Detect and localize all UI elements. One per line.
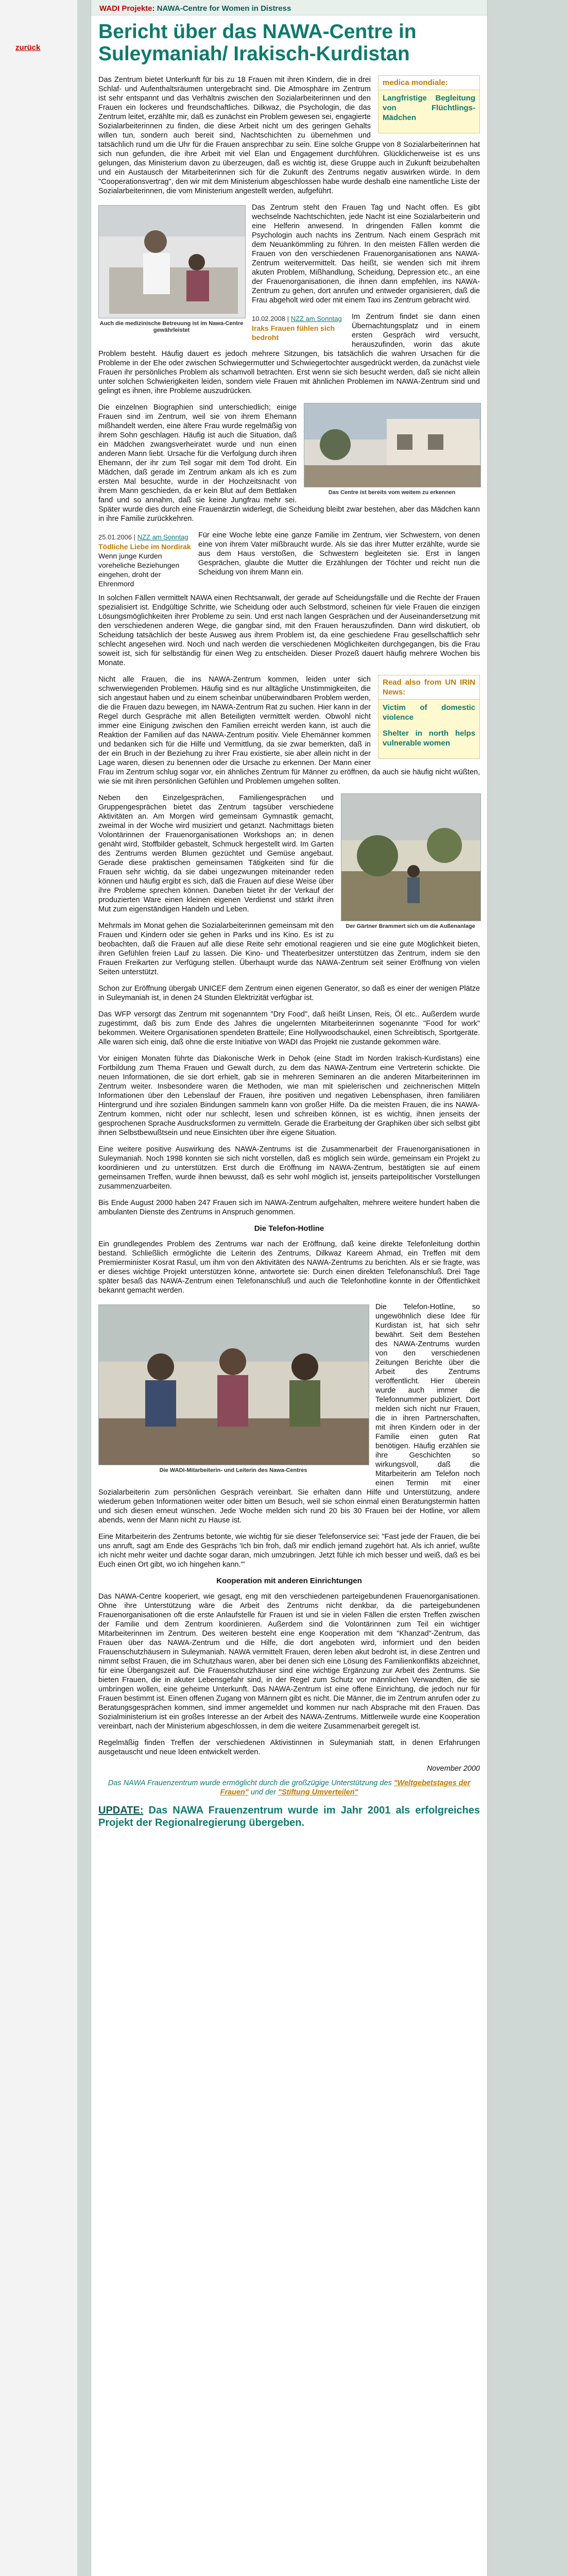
paragraph-13: Eine weitere positive Auswirkung des NAWA-Zentrums ist die Zusammenarbeit der Frauenorganisationen in Suleymaniah. Noch 1998 konnten sie sich nicht vorstellen, daß es möglich sein würde, gemeinsam ein Projekt zu koordinieren und zu unterstützen. Erst durch die Eröffnung im NAWA-Zentrum, bestätigten sie auf einem gemeinsamen Treffen, wurde ihnen bewusst, daß es sehr wohl möglich ist, jenseits parteipolitischer Vorstellungen zusammenzuarbeiten. [98, 1145, 480, 1191]
photo-4-figure [98, 1304, 368, 1474]
paragraph-16: Die Telefon-Hotline, so ungewöhnlich diese Idee für Kurdistan ist, hat sich sehr bewährt. Seit dem Bestehen des NAWA-Zentrums wurden von den verschiedenen Zeitungen Berichte über die Arbeit des Zentrums veröffentlicht. Hier überein wurde auch immer die Telefonnummer publiziert. Dort melden sich nicht nur Frauen, die in ihren Partnerschaften, mit ihren Kindern oder in der Familie einen guten Rat benötigen. Häufig erzählen sie ihre Geschichten so wirkungsvoll, daß die Mitarbeiterin am Telefon noch einen Termin mit einer Sozialarbeiterin zum persönlichen Gespräch vereinbart. Sie erhalten dann Hilfe und Unterstützung, andere wiederum geben Informationen weiter oder bitten um Besuch, weil sie schon einmal einen Beratungstermin hatten und sich diesen erneut wünschen. Jede Woche melden sich rund 20 bis 30 Frauen bei der Hotline, vor allem abends, wenn der Mann nicht zu Hause ist. [98, 1303, 480, 1524]
support-mid: und der [250, 1788, 276, 1797]
photo-2-figure [304, 403, 480, 496]
support-note [98, 1778, 480, 1797]
quote-1-date: 10.02.2008 | [252, 315, 289, 323]
paragraph-17: Eine Mitarbeiterin des Zentrums betonte, wie wichtig für sie dieser Telefonservice sei: "Fast jede der Frauen, die bei uns anruft, sagt am Ende des Gesprächs 'Ich bin froh, daß mir endlich jemand zugehört hat. Als ich anrief, wußte ich nicht mehr weiter und dachte sogar daran, mich umzubringen. Jetzt fühle ich mich besser und weiß, daß es bei Euch einen Ort gibt, wo ich hingehen kann.'" [98, 1533, 480, 1569]
header-bar [91, 0, 487, 15]
photo-4-caption: Die WADI-Mitarbeiterin- und Leiterin des Nawa-Centres [159, 1467, 307, 1473]
paragraph-14: Bis Ende August 2000 haben 247 Frauen sich im NAWA-Zentrum aufgehalten, mehrere weitere hundert haben die ambulanten Dienste des Zentrums in Anspruch genommen. [98, 1199, 480, 1216]
paragraph-18: Das NAWA-Centre kooperiert, wie gesagt, eng mit den verschiedenen parteigebundenen Frauenorganisationen. Ohne ihre Unterstützung wäre die Arbeit des Zentrums nicht denkbar, da die parteigebundenen Frauenorganisationen oft die erste Anlaufstelle für Frauen ist und sie in vielen Fällen die ersten Treffen zwischen der Familie und dem Zentrum koordinieren. Außerdem sind die Volontärinnen zum Teil ein wichtiger Mitarbeiterinnen im Zentrum. Des weiteren besteht eine enge Kooperation mit dem "Khanzad"-Zentrum, das Frauen über das NAWA-Zentrum und die Hilfe, die dort angeboten wird, informiert und den beiden Frauenschutzhäusern in Suleymaniah. NAWA vermittelt Frauen, deren leben akut bedroht ist, in diese Zentren und nimmt selbst Frauen, die im Schutzhaus waren, aber bei denen sich eine Lösung des Familienkonflikts abzeichnet, für eine Übergangszeit auf. Die Frauenschutzhäuser sind eine wichtige Ergänzung zur Arbeit des Zentrums. Sie bieten Frauen, die in akuter Lebensgefahr sind, in der Regel zum Schutz vor männlichen Verwandten, die sie umbringen wollen, eine geheime Unterkunft. Das NAWA-Zentrum ist eine offene Einrichtung, die jedoch nur für Frauen bestimmt ist. Einen offenen Zugang von Männern gibt es nicht. Die Männer, die im Zentrum anrufen oder zu Beratungsgesprächen kommen, sind immer angemeldet und kommen nur nach Absprache mit den Frauen. Das Sozialministerium ist ein großes Interesse an der Arbeit des NAWA-Zentrums. Mittlerweile wurde eine Kooperation vereinbart, nach der Ministerium abgeschlossen, in dem die weitere Zusammenarbeit geregelt ist. [98, 1592, 480, 1731]
back-link[interactable]: zurück [15, 43, 41, 52]
garden-photo [341, 793, 481, 921]
section-head-hotline: Die Telefon-Hotline [254, 1224, 324, 1233]
paragraph-3: Im Zentrum findet sie dann einen Übernachtungsplatz und in einem ersten Gespräch wird versucht, herauszufinden, worin das akute Problem besteht. Häufig dauert es jedoch mehrere Sitzungen, bis tatsächlich die wahren Ursachen für die Probleme in der Ehe oder zwischen Schwiegermutter und Schwiegertochter ausgedrückt werden, da zunächst viele Frauen ihr persönliches Problem als schamvoll betrachten. Erst wenn sie sich besucht werden, daß sie nicht allein unter solchen Schwierigkeiten leiden, sondern viele Frauen mit ähnlichen Problemen im NAWA-Zentrum sind und gelingt es ihnen, ihre Probleme auszudrücken. [98, 313, 480, 395]
header-title: NAWA-Centre for Women in Distress [157, 4, 291, 13]
sidebox-2-link-2[interactable]: Shelter in north helps vulnerable women [383, 729, 475, 748]
support-org-2[interactable]: "Stiftung Umverteilen" [278, 1788, 358, 1797]
quote-1-text[interactable]: Iraks Frauen fühlen sich bedroht [252, 324, 335, 342]
paragraph-10: Schon zur Eröffnung übergab UNICEF dem Zentrum einen eigenen Generator, so daß es einer der wenigen Plätze in Suleymaniah ist, in denen 24 Stunden Elektrizität verfügbar ist. [98, 985, 480, 1002]
left-sidebar [0, 0, 77, 2576]
photo-3-caption: Der Gärtner Brammert sich um die Außenanlage [346, 923, 475, 929]
sidebox-link[interactable]: Langfristige Begleitung von Flüchtlings-Mädchen [383, 94, 475, 122]
paragraph-6: In solchen Fällen vermittelt NAWA einen Rechtsanwalt, der gerade auf Scheidungsfälle und die Rechte der Frauen spezialisiert ist. Endgültige Schritte, wie Scheidung oder auch Selbstmord, scheinen für viele Frauen die einzigen Lösungsmöglichkeiten ihrer Probleme zu sein. Und erst nach langen Gesprächen und der Auseinandersetzung mit den verschiedenen anderen Wege, die gangbar sind, mit den Frauen herauszufinden. Dann wird diskutiert, ob Scheidung tatsächlich der beste Ausweg aus ihrem Problem ist, da eine geschiedene Frau gesellschaftlich sehr schlecht angesehen wird. Noch und nach werden die verschiedenen Möglichkeiten durchgegangen, bis die Frau soweit ist, sich für selbständig für einen Weg zu entscheiden. Dieser Prozeß dauert häufig mehrere Wochen bis Monate. [98, 594, 480, 667]
article-page [91, 0, 488, 2576]
quote-1 [252, 314, 345, 342]
sidebox-irin [378, 675, 480, 759]
update-note [98, 1804, 480, 1829]
update-label: UPDATE: [98, 1805, 144, 1816]
paragraph-4: Die einzelnen Biographien sind unterschiedlich; einige Frauen sind im Zentrum, weil sie von ihrem Ehemann mißhandelt werden, eine ältere Frau wurde regelmäßig von ihrem Sohn geschlagen. Häufig ist auch die Situation, daß ein Mädchen zwangsverheiratet wurde und nun einen anderen Mann liebt. Ursache für die Verfolgung durch ihren Ehemann, der ihr zum Teil sogar mit dem Tod droht. Ein Mädchen, daß gerade im Zentrum ankam als ich es zum ersten Mal besuchte, wurde in der Hochzeitsnacht von ihrem Mann geschieden, da er kein Blut auf dem Bettlaken fand und so annahm, daß sie keine Jungfrau mehr sei. Später wurde dies durch eine Frauenärztin widerlegt, die Scheidung bleibt zwar bestehen, aber das Mädchen kann in ihre Familie zurückkehren. [98, 403, 480, 523]
section-head-cooperation: Kooperation mit anderen Einrichtungen [216, 1577, 362, 1585]
photo-3-figure [341, 793, 480, 930]
photo-1-figure [98, 205, 245, 334]
quote-2-text: Wenn junge Kurden voreheliche Beziehungen eingehen, droht der Ehrenmord [98, 552, 180, 588]
quote-2-title[interactable]: Tödliche Liebe im Nordirak [98, 543, 191, 551]
medical-care-photo [98, 205, 246, 318]
quote-2-source[interactable]: NZZ am Sonntag [137, 533, 188, 541]
page-title: Bericht über das NAWA-Centre in Suleymaniah/ Irakisch-Kurdistan [98, 21, 417, 65]
paragraph-7: Nicht alle Frauen, die ins NAWA-Zentrum kommen, leiden unter sich schwerwiegenden Problemen. Häufig sind es nur alltägliche Unstimmigkeiten, die sich angestaut haben und zu einem scheinbar unüberwindbaren Problem werden, die die Frauen dazu bewegen, im NAWA-Zentrum Rat zu suchen. Hier kann in der Regel durch Gespräche mit allen Beteiligten vermittelt werden. Obwohl nicht immer eine Einigung zwischen den Familien erreicht werden kann, ist auch die Reaktion der Familien auf das NAWA-Zentrum positiv. Viele Ehemänner kommen und bedanken sich für die Hilfe und Vermittlung, da sie zwar bemerkten, daß in der ein Bruch in der Beziehung zu ihrer Frau existierte, sie aber allein nicht in der Lage waren, diesen zu benennen oder die Ursache zu erkennen. Der Mann einer Frau im Zentrum schlug sogar vor, ein ähnliches Zentrum für Männer zu eröffnen, da auch sie häufig nicht wüßten, wie sie mit ihren persönlichen Gefühlen und Problemen umgehen sollten. [98, 675, 480, 786]
sidebox-medica [378, 75, 480, 133]
quote-2 [98, 533, 191, 588]
paragraph-1: Das Zentrum bietet Unterkunft für bis zu 18 Frauen mit ihren Kindern, die in drei Schlaf- und Aufenthaltsräumen untergebracht sind. Die Atmosphäre im Zentrum ist sehr entspannt und das Verhältnis zwischen den Sozialarbeiterinnen und den Frauen ein lockeres und freundschaftliches. Dilkwaz, die Psychologin, die das Zentrum leitet, erzählte mir, daß es zunächst ein Problem gewesen sei, engagierte Sozialarbeiterinnen zu finden, die diese Arbeit nicht um des geringen Gehalts willen tun, sondern auch bereit sind, Nachtschichten zu übernehmen und tatsächlich rund um die Uhr für die Frauen ansprechbar zu sein. Eine solche Gruppe von 8 Sozialarbeiterinnen hat sich nun gefunden, die ihre Arbeit mit viel Elan und Engagement durchführen. Glücklicherweise ist es uns gelungen, das Ministerium davon zu überzeugen, daß es wichtig ist, diese Gruppe auch in Zukunft beizubehalten und ein Austausch der Mitarbeiterinnen sich für die Zukunft des Zentrums negativ auswirken würde. In dem "Cooperationsvertrag", den wir mit dem Ministerium abgeschlossen habe wurde deshalb eine namentliche Liste der Sozialarbeiterinnen, die vom Ministerium angestellt werden, aufgeführt. [98, 76, 480, 195]
article-body [91, 75, 487, 1829]
header-prefix: WADI Projekte: [99, 4, 155, 13]
photo-1-caption: Auch die medizinische Betreuung ist im Nawa-Centre gewährleistet [99, 320, 244, 333]
paragraph-9: Mehrmals im Monat gehen die Sozialarbeiterinnen gemeinsam mit den Frauen und Kindern oder sie gehen in Parks und ins Kino. Es ist zu beobachten, daß die Frauen auf alle diese Reite sehr emotional reagieren und sie eine gute Möglichkeit bieten, ihren Gefühlen freien Lauf zu lassen. Die Kino- und Theaterbesitzer unterstützen das Zentrum, indem sie den Frauen Freikarten zur Verfügung stellen. Überhaupt wurde das NAWA-Zentrum seit seiner Eröffnung von vielen Seiten unterstützt. [98, 922, 480, 976]
sidebox-2-title: Read also from UN IRIN News: [378, 675, 479, 700]
paragraph-15: Ein grundlegendes Problem des Zentrums war nach der Eröffnung, daß keine direkte Telefonleitung dorthin bestand. Schließlich ermöglichte die Leiterin des Zentrums, Dilkwaz Kareem Ahmad, ein Treffen mit dem Premierminister Kosrat Rasul, um ihm von den Aktivitäten des NAWA-Zentrums zu berichten. Als er sie fragte, was er dieses wichtige Projekt unterstützen könne, antwortete sie: Durch einen direkten Telefonanschluß. Drei Tage später besaß das NAWA-Zentrum einen Telefonanschluß und auch die Telefonhotline konnte in der Öffentlichkeit bekannt gemacht werden. [98, 1240, 480, 1295]
sidebox-title: medica mondiale: [378, 76, 479, 90]
paragraph-2: Das Zentrum steht den Frauen Tag und Nacht offen. Es gibt wechselnde Nachtschichten, jede Nacht ist eine Sozialarbeiterin und eine Helferin anwesend. In dringenden Fällen kommt die Psychologin auch nachts ins Zentrum. Nach einem Gespräch mit dem Neuankömmling zu führen. In den meisten Fällen werden die Frauen von den verschiedenen Frauenorganisationen ans NAWA-Zentrum weitervermittelt. Das heißt, sie wenden sich mit ihrem akuten Problem, Mißhandlung, Scheidung, Depression etc., an eine der Frauenorganisationen, die ihnen dann empfehlen, ins NAWA-Zentrum zu gehen, dort anrufen und entweder organisieren, daß die Frau abgeholt wird oder mit einem Taxi ins Zentrum gebracht wird. [252, 204, 480, 304]
photo-2-caption: Das Centre ist bereits vom weitem zu erkennen [328, 489, 456, 496]
paragraph-11: Das WFP versorgt das Zentrum mit sogenanntem "Dry Food", daß heißt Linsen, Reis, Öl etc.. Außerdem wurde zugestimmt, daß bis zum Ende des Jahres die ungelernten Mitarbeiterinnen sogenannte "Food for work" bekommen. Weitere Organisationen spendeten Bratteile; Eine Hollywoodschaukel, einen Schreibtisch, Sportgeräte. Alle waren sich einig, daß ohne die erste Initiative von WADI das Projekt nie zustande gekommen wäre. [98, 1010, 480, 1046]
quote-2-date: 25.01.2006 | [98, 533, 136, 541]
sidebox-2-link-1[interactable]: Victim of domestic violence [383, 703, 475, 722]
update-text: Das NAWA Frauenzentrum wurde im Jahr 2001 als erfolgreiches Projekt der Regionalregierung übergeben. [98, 1805, 480, 1828]
staff-photo [98, 1304, 369, 1465]
paragraph-5: Für eine Woche lebte eine ganze Familie im Zentrum, vier Schwestern, von denen eine von ihrem Vater mißbraucht wurde. Als sie das ihrer Mutter erzählte, wurde sie aus dem Haus verstoßen, die Schwestern begleiteten sie. Erst in langen Gesprächen, glaubte die Mutter die Erzählungen der Töchter und reicht nun die Scheidung von ihrem Mann ein. [198, 531, 480, 577]
quote-1-source[interactable]: NZZ am Sonntag [290, 315, 342, 323]
support-prefix: Das NAWA Frauenzentrum wurde ermöglicht durch die großzügige Unterstützung des [108, 1779, 392, 1787]
support-org-1[interactable]: "Weltgebetstages der Frauen" [220, 1779, 471, 1797]
paragraph-12: Vor einigen Monaten führte das Diakonische Werk in Dehok (eine Stadt im Norden Irakisch-Kurdistans) eine Fortbildung zum Thema Frauen und Gewalt durch, zu dem das NAWA-Zentrum eine Vertreterin schickte. Die neuen Informationen, die sie dort erhielt, gab sie in mehreren Seminaren an die anderen Mitarbeiterinnen im Zentrum weiter. Insbesondere waren die Methoden, wie man mit spielerischen und zeichnerischen Mitteln Informationen über den Lebenslauf der Frauen, ihre positiven und negativen Lebensphasen, ihren familiären Hintergrund und ihre sozialen Bindungen sammeln kann von großer Hilfe. Da die meisten Frauen, die ins NAWA-Zentrum kommen, nicht oder nur schlecht, lesen und schreiben können, ist es wichtig, ihnen jenseits der gesprochenen Sprache Ausdrucksformen zu vermitteln. Gerade die Erarbeitung der Graphiken über sich selbst gibt ihnen Selbstbewußtsein und neue Einsichten über ihre eigene Situation. [98, 1055, 480, 1137]
closing-date: November 2000 [426, 1765, 480, 1773]
centre-building-photo [304, 403, 481, 487]
paragraph-19: Regelmäßig finden Treffen der verschiedenen Aktivistinnen in Suleymaniah statt, in denen Erfahrungen ausgetauscht und neue Ideen entwickelt werden. [98, 1739, 480, 1756]
paragraph-8: Neben den Einzelgesprächen, Familiengesprächen und Gruppengesprächen bietet das Zentrum tagsüber verschiedene Aktivitäten an. Am Morgen wird gemeinsam Gymnastik gemacht, zweimal in der Woche wird musiziert und getanzt. Nachmittags bieten Volontärinnen der Frauenorganisationen Workshops an; in denen genäht wird, Stoffbilder gebastelt, Schmuck hergestellt wird. Im Garten des Zentrums werden Blumen gezüchtet und Gemüse angebaut. Gerade diese praktischen gemeinsamen Tätigkeiten sind für die Frauen sehr wichtig, da sie dabei ungezwungen miteinander reden können und häufig ergibt es sich, daß die Frauen auf diese Weise über ihre Probleme sprechen können. Daneben bietet ihr der Verkauf der produzierten Ware einen kleinen eigenen Verdienst und stärkt ihren Mut zum eigenständigen Handeln und Leben. [98, 794, 334, 913]
